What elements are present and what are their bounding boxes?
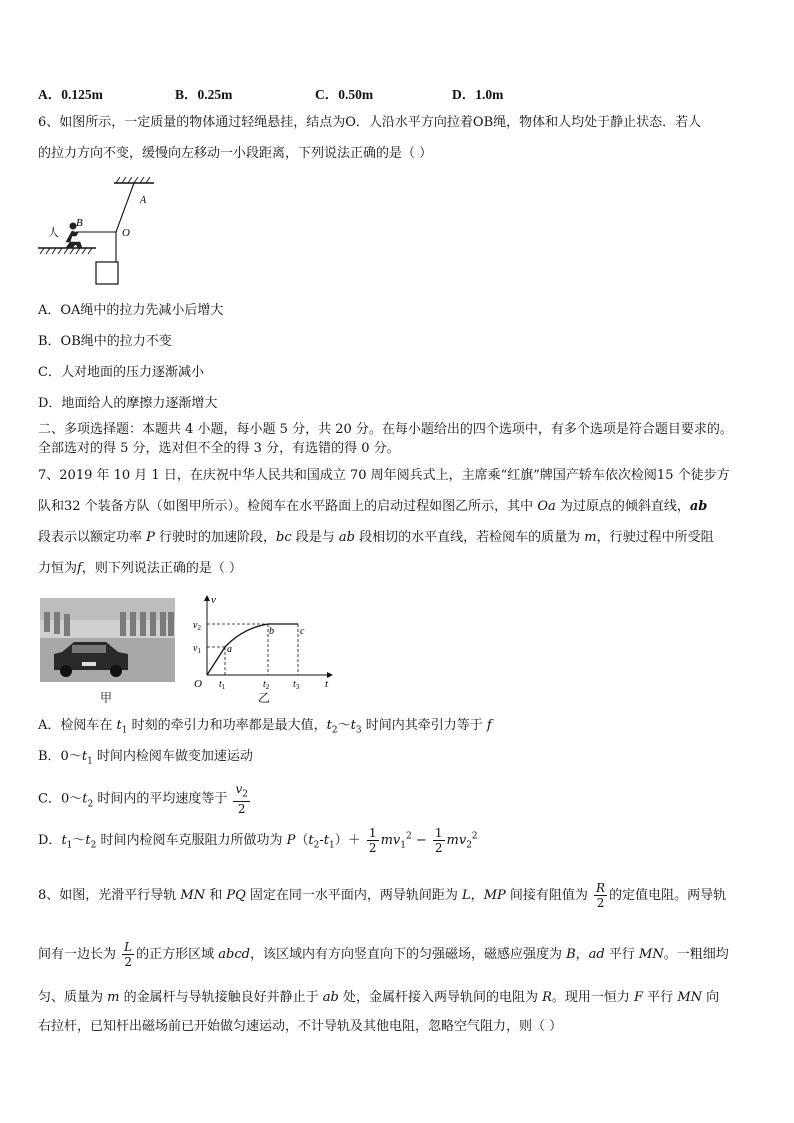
- label-o: O: [122, 227, 130, 239]
- caption-jia: 甲: [100, 691, 113, 705]
- q7-stem-line1: 7、2019 年 10 月 1 日，在庆祝中华人民共和国成立 70 周年阅兵式上，主席乘“红旗”牌国产轿车依次检阅15 个徒步方: [38, 468, 730, 483]
- point-a: a: [227, 644, 232, 655]
- q5-option-b: B．0.25m: [175, 87, 233, 102]
- q5-option-d: D．1.0m: [452, 87, 504, 102]
- t2-label: $t_2$: [263, 679, 270, 690]
- v2-label: $v_2$: [193, 620, 201, 632]
- q7-stem-line2: 队和32 个装备方队（如图甲所示）。检阅车在水平路面上的启动过程如图乙所示，其中 Oa 为过原点的倾斜直线，ab: [38, 499, 708, 514]
- q7-stem-line4: 力恒为f，则下列说法正确的是（ ）: [38, 561, 242, 576]
- q6-stem-line1: 6、如图所示，一定质量的物体通过轻绳悬挂，结点为O．人沿水平方向拉着OB绳，物体和人均处于静止状态．若人: [38, 115, 702, 130]
- axis-v: v: [211, 594, 216, 606]
- q6-option-b: B．OB绳中的拉力不变: [38, 334, 172, 349]
- q6-option-c: C．人对地面的压力逐渐减小: [38, 365, 204, 380]
- caption-yi: 乙: [258, 691, 271, 705]
- label-a: A: [140, 195, 147, 206]
- label-person: 人: [48, 226, 59, 239]
- velocity-time-graph: [185, 590, 340, 690]
- axis-t: t: [325, 678, 329, 690]
- section2-line2: 全部选对的得 5 分，选对但不全的得 3 分，有选错的得 0 分。: [38, 441, 400, 456]
- q8-line4: 右拉杆，已知杆出磁场前已开始做匀速运动，不计导轨及其他电阻，忽略空气阻力，则（ ）: [38, 1019, 563, 1034]
- q6-figure: [36, 176, 166, 292]
- v1-label: $v_1$: [193, 643, 201, 655]
- q7-option-b: B．$0\sim t_1$ 时间内检阅车做变加速运动: [38, 749, 253, 767]
- q6-option-d: D．地面给人的摩擦力逐渐增大: [38, 396, 218, 411]
- q7-option-a: A．检阅车在 $t_1$ 时刻的牵引力和功率都是最大值，$t_2\sim t_3$ 时间内其牵引力等于 f: [38, 718, 492, 736]
- q5-option-a: A．0.125m: [38, 87, 103, 102]
- section2-line1: 二、多项选择题：本题共 4 小题，每小题 5 分，共 20 分。在每小题给出的四个选项中，有多个选项是符合题目要求的。: [38, 422, 733, 437]
- q8-line3: 匀、质量为 m 的金属杆与导轨接触良好并静止于 ab 处，金属杆接入两导轨间的电阻为 R。现用一恒力 F 平行 MN 向: [38, 990, 720, 1005]
- parade-car-photo: [40, 598, 175, 682]
- label-b: B: [76, 217, 83, 229]
- t1-label: $t_1$: [219, 679, 226, 690]
- point-b: b: [269, 626, 274, 637]
- q6-option-a: A．OA绳中的拉力先减小后增大: [38, 303, 224, 318]
- q8-line2: 间有一边长为 $\frac{L}{2}$ 的正方形区域 abcd，该区域内有方向竖直向下的匀强磁场，磁感应强度为 B，ad 平行 MN。一粗细均: [38, 940, 729, 969]
- q7-stem-line3: 段表示以额定功率 P 行驶时的加速阶段，bc 段是与 ab 段相切的水平直线，若检阅车的质量为 m，行驶过程中所受阻: [38, 530, 714, 545]
- point-c: c: [300, 626, 305, 637]
- q7-option-d: D．$t_1\sim t_2$ 时间内检阅车克服阻力所做功为 $P(t_2-t_1)+$ $\frac{1}{2}$ $mv_1^2$ − $\frac{1}{2}$ $mv_2^2$: [38, 826, 478, 855]
- q8-line1: 8、如图，光滑平行导轨 MN 和 PQ 固定在同一水平面内，两导轨间距为 L，MP 间接有阻值为 $\frac{R}{2}$ 的定值电阻。两导轨: [38, 881, 727, 910]
- q7-option-c: C．$0\sim t_2$ 时间内的平均速度等于 $\frac{v_2}{2}$: [38, 782, 248, 817]
- t3-label: $t_3$: [293, 679, 300, 690]
- q6-stem-line2: 的拉力方向不变，缓慢向左移动一小段距离，下列说法正确的是（ ）: [38, 146, 433, 161]
- origin-o: O: [194, 678, 202, 690]
- q5-option-c: C．0.50m: [315, 87, 374, 102]
